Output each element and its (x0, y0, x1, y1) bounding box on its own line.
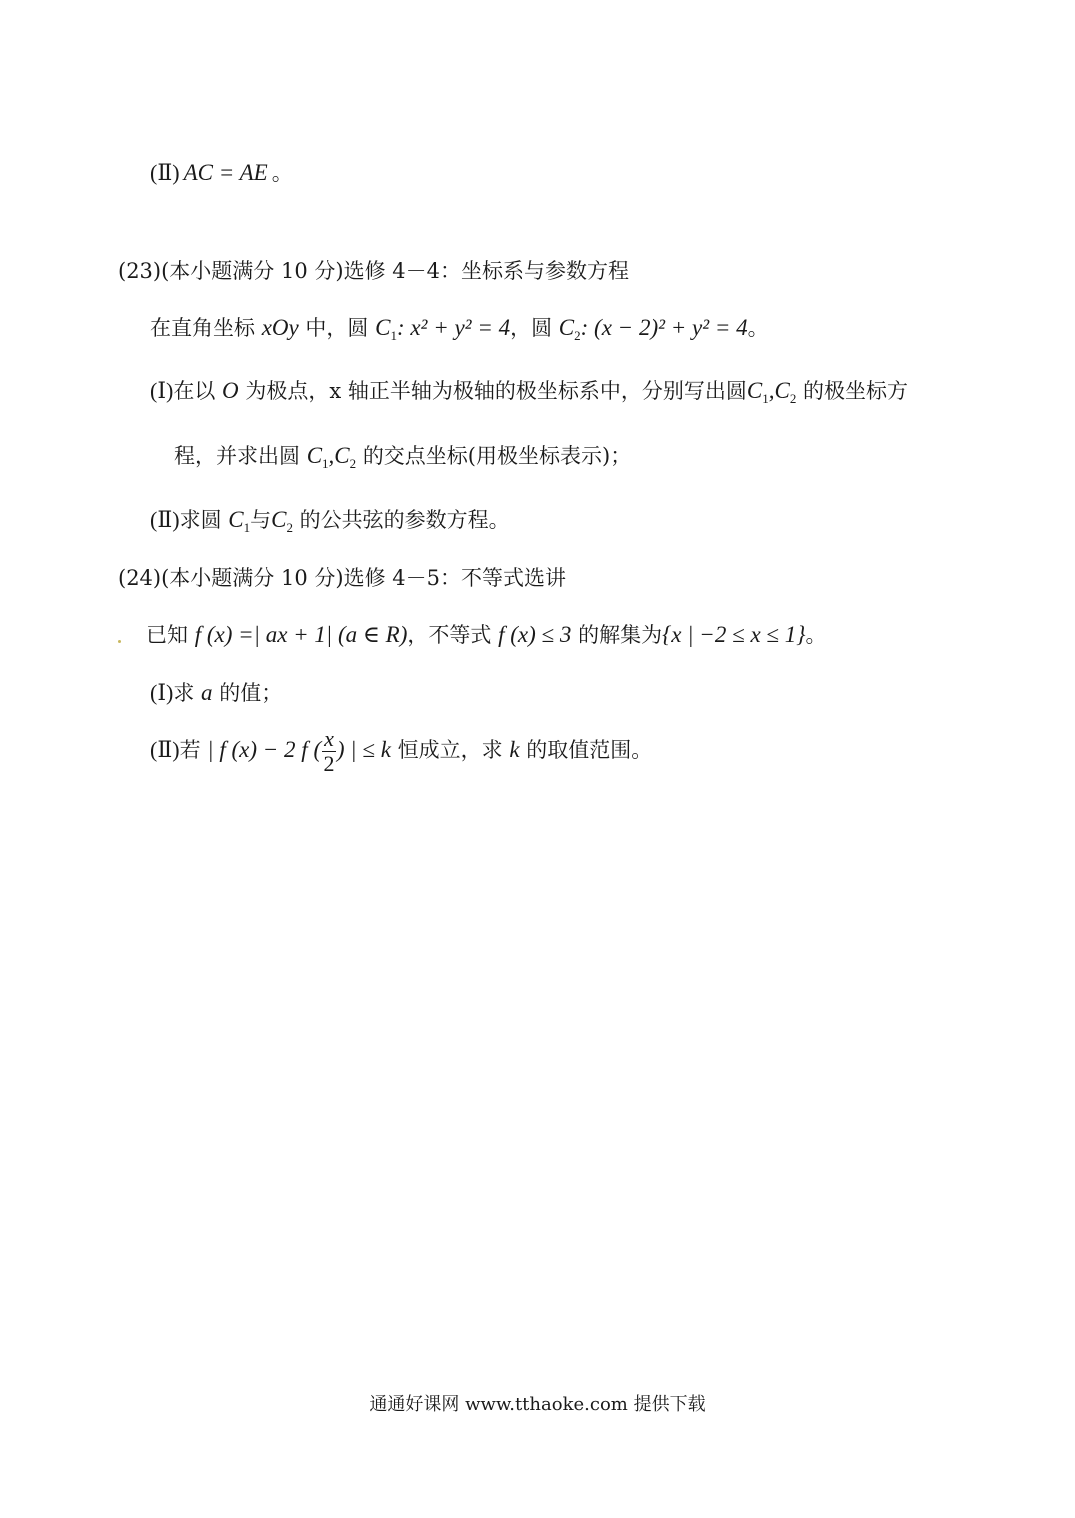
circle-c1: $C_1$ (228, 507, 251, 535)
math-expression: AC = AE (183, 160, 268, 185)
part-label: (Ⅰ) (150, 680, 174, 705)
fraction (322, 728, 336, 775)
part-label: (Ⅱ) (150, 737, 180, 762)
q24-header: (24)(本小题满分 10 分)选修 4－5：不等式选讲 (118, 566, 566, 590)
fraction-numerator: x (324, 726, 334, 751)
inequality: f (x) ≤ 3 (498, 622, 572, 647)
circle-c2: $C_2$ (271, 507, 293, 535)
q24-part2: (Ⅱ)若 | f (x) − 2 f ( $\frac{x}{2}$ ) | ≤ k 恒成立，求 k 的取值范围。 (150, 726, 653, 776)
q23-part1-continued: 程，并求出圆 $C_1,C_2$ 的交点坐标(用极坐标表示)； (174, 443, 632, 471)
circle-c2: $C_2$ (558, 315, 581, 343)
q22-part2: (Ⅱ) AC = AE 。 (150, 160, 293, 185)
circles-c1-c2: $C_1,C_2$ (306, 443, 357, 471)
q23-part1: (Ⅰ)在以 O 为极点，x 轴正半轴为极轴的极坐标系中，分别写出圆$C_1,C_2$ 的极坐标方 (150, 378, 908, 406)
abs-expression-end: ) | ≤ k (336, 737, 391, 762)
fraction-denominator: 2 (323, 751, 335, 776)
function-definition: f (x) =| ax + 1| (a ∈ R) (194, 622, 408, 647)
math-a: a (201, 680, 213, 705)
math-o: O (222, 378, 239, 403)
stray-mark (118, 640, 121, 643)
math-xoy: xOy (261, 315, 299, 340)
c2-equation: : (x − 2)² + y² = 4 (580, 315, 748, 340)
page-footer: 通通好课网 www.tthaoke.com 提供下载 (369, 1394, 706, 1415)
circle-c1: $C_1$ (375, 315, 397, 343)
q23-header: (23)(本小题满分 10 分)选修 4－4：坐标系与参数方程 (118, 259, 629, 283)
part-label: (Ⅱ) (150, 160, 180, 185)
part-label: (Ⅰ) (150, 378, 174, 403)
q23-part2: (Ⅱ)求圆 $C_1$与$C_2$ 的公共弦的参数方程。 (150, 507, 510, 535)
solution-set: {x | −2 ≤ x ≤ 1} (662, 622, 806, 647)
circles-c1-c2: $C_1,C_2$ (746, 378, 797, 406)
math-k: k (509, 737, 520, 762)
q24-given: 已知 f (x) =| ax + 1| (a ∈ R)，不等式 f (x) ≤ 3 的解集为{x | −2 ≤ x ≤ 1}。 (146, 622, 827, 647)
c1-equation: : x² + y² = 4 (396, 315, 511, 340)
q24-part1: (Ⅰ)求 a 的值； (150, 680, 283, 705)
part-label: (Ⅱ) (150, 507, 180, 532)
q23-intro: 在直角坐标 xOy 中，圆 $C_1$: x² + y² = 4，圆 $C_2$: (x − 2)² + y² = 4。 (150, 315, 769, 343)
abs-expression-start: | f (x) − 2 f ( (207, 737, 322, 762)
